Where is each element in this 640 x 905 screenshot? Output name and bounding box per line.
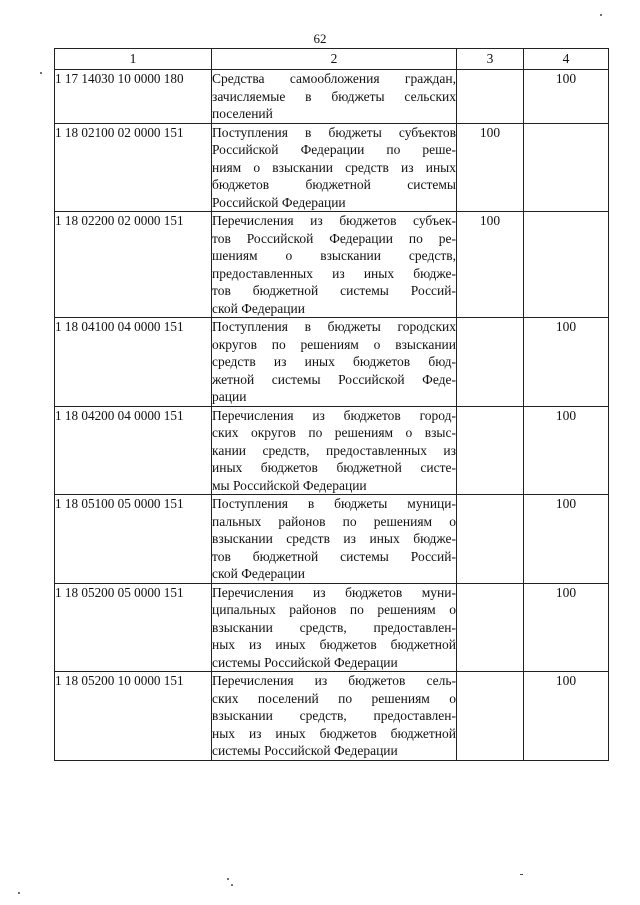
revenue-name-line: взыскании средств из иных бюдже- bbox=[212, 531, 456, 546]
budget-code-cell: 1 18 02100 02 0000 151 bbox=[55, 123, 212, 212]
percent-col-3-cell bbox=[457, 495, 524, 584]
page-number: 62 bbox=[313, 31, 327, 46]
table-header bbox=[55, 49, 609, 70]
revenue-name-line: ципальных районов по решениям о bbox=[212, 602, 456, 617]
header-col-2: 2 bbox=[212, 49, 457, 70]
revenue-name-line: ской Федерации bbox=[212, 300, 305, 316]
revenue-name-cell bbox=[212, 406, 457, 495]
revenue-name-line: системы Российской Федерации bbox=[212, 654, 398, 670]
revenue-name-line: бюджетов бюджетной системы bbox=[212, 177, 456, 192]
percent-col-4-cell: 100 bbox=[524, 672, 609, 761]
revenue-name-line: средств из иных бюджетов бюд- bbox=[212, 354, 456, 369]
revenue-name-line: пальных районов по решениям о bbox=[212, 513, 456, 529]
scan-speck bbox=[40, 72, 42, 74]
revenue-name-line: взыскании средств, предоставлен- bbox=[212, 619, 456, 635]
revenue-name-line: взыскании средств, предоставлен- bbox=[212, 708, 456, 723]
revenue-name-cell bbox=[212, 672, 457, 761]
table-row bbox=[55, 212, 609, 318]
revenue-name-line: Средства самообложения граждан, bbox=[212, 71, 456, 86]
revenue-name-line: кании средств, предоставленных из bbox=[212, 442, 456, 458]
budget-code-cell: 1 18 04100 04 0000 151 bbox=[55, 318, 212, 407]
header-col-4: 4 bbox=[524, 49, 609, 70]
revenue-name-line: поселений bbox=[212, 106, 273, 121]
table-row bbox=[55, 70, 609, 124]
percent-col-3-cell bbox=[457, 672, 524, 761]
revenue-name-line: рации bbox=[212, 389, 247, 404]
revenue-name-line: Перечисления из бюджетов сель- bbox=[212, 673, 456, 688]
budget-classification-table bbox=[54, 48, 609, 761]
percent-col-3-cell bbox=[457, 583, 524, 672]
revenue-name-line: Поступления в бюджеты муници- bbox=[212, 496, 456, 511]
revenue-name-line: ных из иных бюджетов бюджетной bbox=[212, 637, 456, 652]
revenue-name-cell bbox=[212, 495, 457, 584]
revenue-name-line: Российской Федерации bbox=[212, 194, 346, 210]
revenue-name-cell bbox=[212, 318, 457, 407]
budget-code-cell: 1 17 14030 10 0000 180 bbox=[55, 70, 212, 124]
revenue-name-line: ских поселений по решениям о bbox=[212, 690, 456, 706]
revenue-name-line: ниям о взыскании средств из иных bbox=[212, 159, 456, 175]
revenue-name-cell bbox=[212, 70, 457, 124]
table-row bbox=[55, 495, 609, 584]
budget-code-cell: 1 18 05100 05 0000 151 bbox=[55, 495, 212, 584]
revenue-name-cell bbox=[212, 583, 457, 672]
table-row bbox=[55, 672, 609, 761]
revenue-name-line: ских округов по решениям о взыс- bbox=[212, 425, 456, 440]
table-body bbox=[55, 70, 609, 761]
percent-col-4-cell: 100 bbox=[524, 318, 609, 407]
percent-col-3-cell bbox=[457, 70, 524, 124]
revenue-name-line: округов по решениям о взыскании bbox=[212, 336, 456, 352]
revenue-name-line: тов бюджетной системы Россий- bbox=[212, 548, 456, 564]
percent-col-3-cell: 100 bbox=[457, 212, 524, 318]
revenue-name-cell bbox=[212, 123, 457, 212]
header-col-1: 1 bbox=[55, 49, 212, 70]
revenue-name-line: Перечисления из бюджетов субъек- bbox=[212, 213, 456, 228]
budget-code-cell: 1 18 05200 05 0000 151 bbox=[55, 583, 212, 672]
revenue-name-line: тов бюджетной системы Россий- bbox=[212, 283, 456, 298]
revenue-name-line: системы Российской Федерации bbox=[212, 743, 398, 758]
revenue-name-line: шениям о взыскании средств, bbox=[212, 248, 456, 263]
revenue-name-line: Поступления в бюджеты городских bbox=[212, 319, 456, 334]
percent-col-3-cell bbox=[457, 406, 524, 495]
table-row bbox=[55, 583, 609, 672]
scan-speck bbox=[18, 892, 20, 894]
table-row bbox=[55, 318, 609, 407]
revenue-name-cell bbox=[212, 212, 457, 318]
percent-col-3-cell: 100 bbox=[457, 123, 524, 212]
scan-speck bbox=[231, 884, 233, 886]
revenue-name-line: мы Российской Федерации bbox=[212, 477, 367, 493]
scan-speck bbox=[520, 874, 523, 875]
percent-col-4-cell: 100 bbox=[524, 583, 609, 672]
scan-speck bbox=[227, 878, 229, 880]
revenue-name-line: Перечисления из бюджетов муни- bbox=[212, 584, 456, 600]
table-row bbox=[55, 123, 609, 212]
budget-code-cell: 1 18 02200 02 0000 151 bbox=[55, 212, 212, 318]
revenue-name-line: жетной системы Российской Феде- bbox=[212, 371, 456, 387]
percent-col-4-cell: 100 bbox=[524, 495, 609, 584]
revenue-name-line: Поступления в бюджеты субъектов bbox=[212, 124, 456, 140]
scan-speck bbox=[600, 14, 602, 16]
revenue-name-line: иных бюджетов бюджетной систе- bbox=[212, 460, 456, 475]
percent-col-4-cell bbox=[524, 212, 609, 318]
revenue-name-line: тов Российской Федерации по ре- bbox=[212, 230, 456, 246]
revenue-name-line: предоставленных из иных бюдже- bbox=[212, 265, 456, 281]
budget-code-cell: 1 18 04200 04 0000 151 bbox=[55, 406, 212, 495]
table-row bbox=[55, 406, 609, 495]
percent-col-4-cell bbox=[524, 123, 609, 212]
revenue-name-line: Российской Федерации по реше- bbox=[212, 142, 456, 157]
budget-code-cell: 1 18 05200 10 0000 151 bbox=[55, 672, 212, 761]
percent-col-3-cell bbox=[457, 318, 524, 407]
revenue-name-line: ных из иных бюджетов бюджетной bbox=[212, 725, 456, 741]
revenue-name-line: Перечисления из бюджетов город- bbox=[212, 407, 456, 423]
percent-col-4-cell: 100 bbox=[524, 70, 609, 124]
revenue-name-line: зачисляемые в бюджеты сельских bbox=[212, 88, 456, 104]
percent-col-4-cell: 100 bbox=[524, 406, 609, 495]
header-col-3: 3 bbox=[457, 49, 524, 70]
revenue-name-line: ской Федерации bbox=[212, 566, 305, 581]
header-row bbox=[55, 49, 609, 70]
